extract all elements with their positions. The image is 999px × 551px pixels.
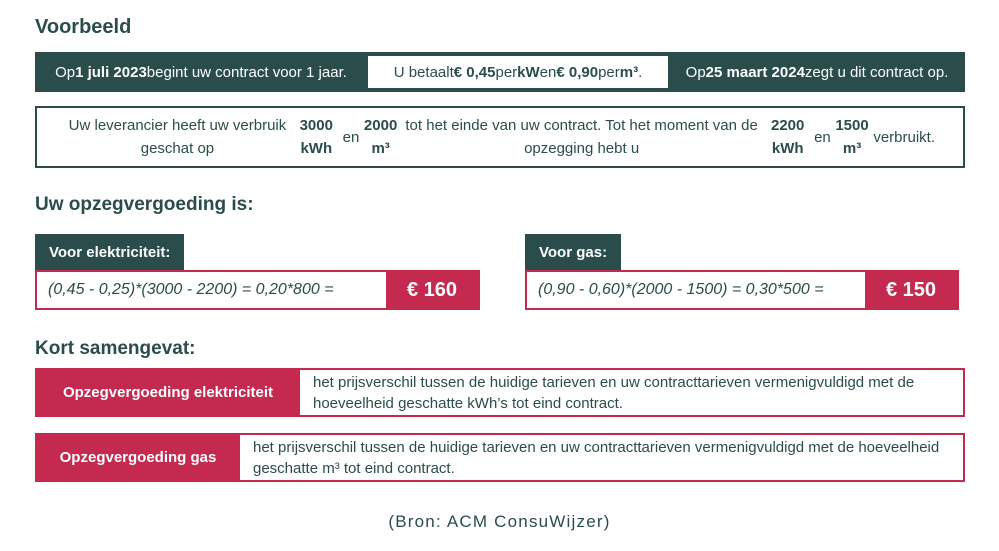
gas-fee-amount: € 150: [865, 272, 957, 308]
summary-text-gas: het prijsverschil tussen de huidige tarieven en uw contracttarieven vermenigvuldigd met de hoeveelheid geschatte m³ tot eind contract.: [253, 438, 940, 477]
summary-row-gas: [35, 433, 965, 482]
electricity-fee-row: [35, 270, 480, 310]
gas-fee-row: [525, 270, 959, 310]
gas-fee-formula: (0,90 - 0,60)*(2000 - 1500) = 0,30*500 =: [538, 281, 824, 298]
timeline-step-cancellation: Op 25 maart 2024 zegt u dit contract op.: [669, 52, 965, 92]
fee-section-heading: Uw opzegvergoeding is:: [35, 194, 254, 215]
summary-label-gas: Opzegvergoeding gas: [36, 434, 240, 481]
electricity-fee-formula: (0,45 - 0,25)*(3000 - 2200) = 0,20*800 =: [48, 281, 334, 298]
summary-section-heading: Kort samengevat:: [35, 338, 196, 359]
page-title: Voorbeeld: [35, 16, 132, 38]
summary-row-electricity: [35, 368, 965, 417]
electricity-fee-label: Voor elektriciteit:: [35, 234, 184, 270]
summary-text-electricity: het prijsverschil tussen de huidige tarieven en uw contracttarieven vermenigvuldigd met de hoeveelheid geschatte kWh’s tot eind contract.: [313, 373, 915, 412]
source-caption: (Bron: ACM ConsuWijzer): [388, 512, 611, 531]
electricity-fee-amount: € 160: [386, 272, 478, 308]
contract-timeline-bar: [35, 52, 965, 92]
gas-fee-label: Voor gas:: [525, 234, 621, 270]
timeline-step-contract-start: Op 1 juli 2023 begint uw contract voor 1 jaar.: [35, 52, 367, 92]
timeline-step-tariffs: U betaalt € 0,45 per kW en € 0,90 per m³ .: [367, 55, 669, 89]
summary-label-electricity: Opzegvergoeding elektriciteit: [36, 369, 300, 416]
usage-estimate-box: Uw leverancier heeft uw verbruik geschat op 3000 kWh en 2000 m³ tot het einde van uw contract. Tot het moment van de opzegging hebt u 2200 kWh en 1500 m³ verbruikt.: [35, 106, 965, 168]
